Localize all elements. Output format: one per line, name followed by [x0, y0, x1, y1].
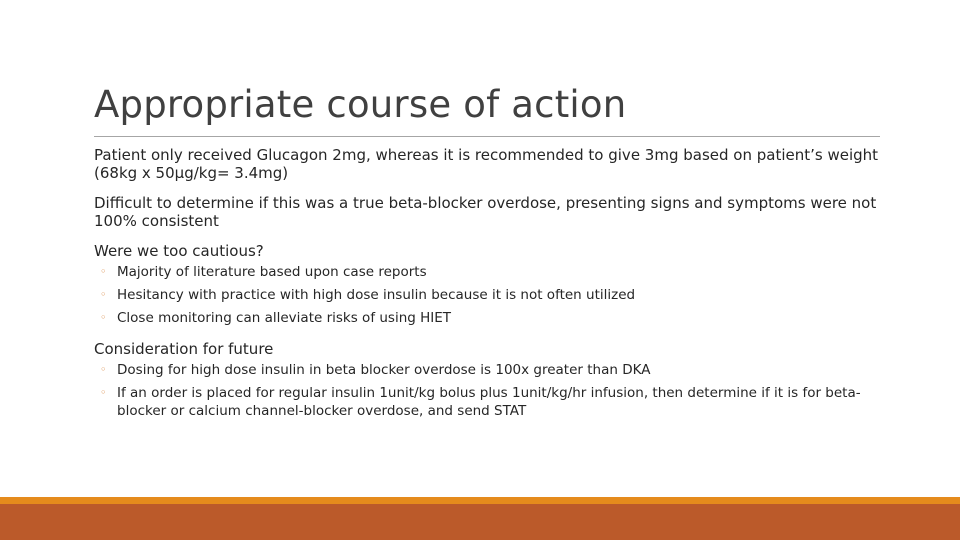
- bullet-icon: ◦: [100, 311, 107, 324]
- list-item: [94, 361, 884, 379]
- list-item: [94, 309, 884, 327]
- list-item: [94, 263, 884, 281]
- bullet-icon: ◦: [100, 363, 107, 376]
- list-item-text: Dosing for high dose insulin in beta blocker overdose is 100x greater than DKA: [117, 362, 651, 378]
- list-item: [94, 384, 884, 420]
- bullet-list-future: [94, 361, 884, 420]
- list-item: [94, 286, 884, 304]
- section-heading-cautious: Were we too cautious?: [94, 242, 264, 260]
- list-item-text: If an order is placed for regular insulin 1unit/kg bolus plus 1unit/kg/hr infusion, then determine if it is for beta-blocker or calcium channel-blocker overdose, and send STAT: [117, 385, 861, 419]
- bullet-icon: ◦: [100, 265, 107, 278]
- footer-bar: [0, 504, 960, 540]
- title-divider: [94, 136, 880, 137]
- bullet-icon: ◦: [100, 386, 107, 399]
- section-heading-future: Consideration for future: [94, 340, 274, 358]
- paragraph-diagnosis: Difficult to determine if this was a true beta-blocker overdose, presenting signs and symptoms were not 100% consistent: [94, 194, 877, 230]
- bullet-list-cautious: [94, 263, 884, 327]
- footer-accent-bar: [0, 497, 960, 504]
- paragraph-glucagon: Patient only received Glucagon 2mg, whereas it is recommended to give 3mg based on patient’s weight (68kg x 50µg/kg= 3.4mg): [94, 146, 879, 182]
- bullet-icon: ◦: [100, 288, 107, 301]
- list-item-text: Majority of literature based upon case reports: [117, 264, 427, 280]
- slide-title: Appropriate course of action: [94, 83, 627, 126]
- list-item-text: Close monitoring can alleviate risks of using HIET: [117, 310, 452, 326]
- list-item-text: Hesitancy with practice with high dose insulin because it is not often utilized: [117, 287, 636, 303]
- slide-content: [94, 146, 884, 433]
